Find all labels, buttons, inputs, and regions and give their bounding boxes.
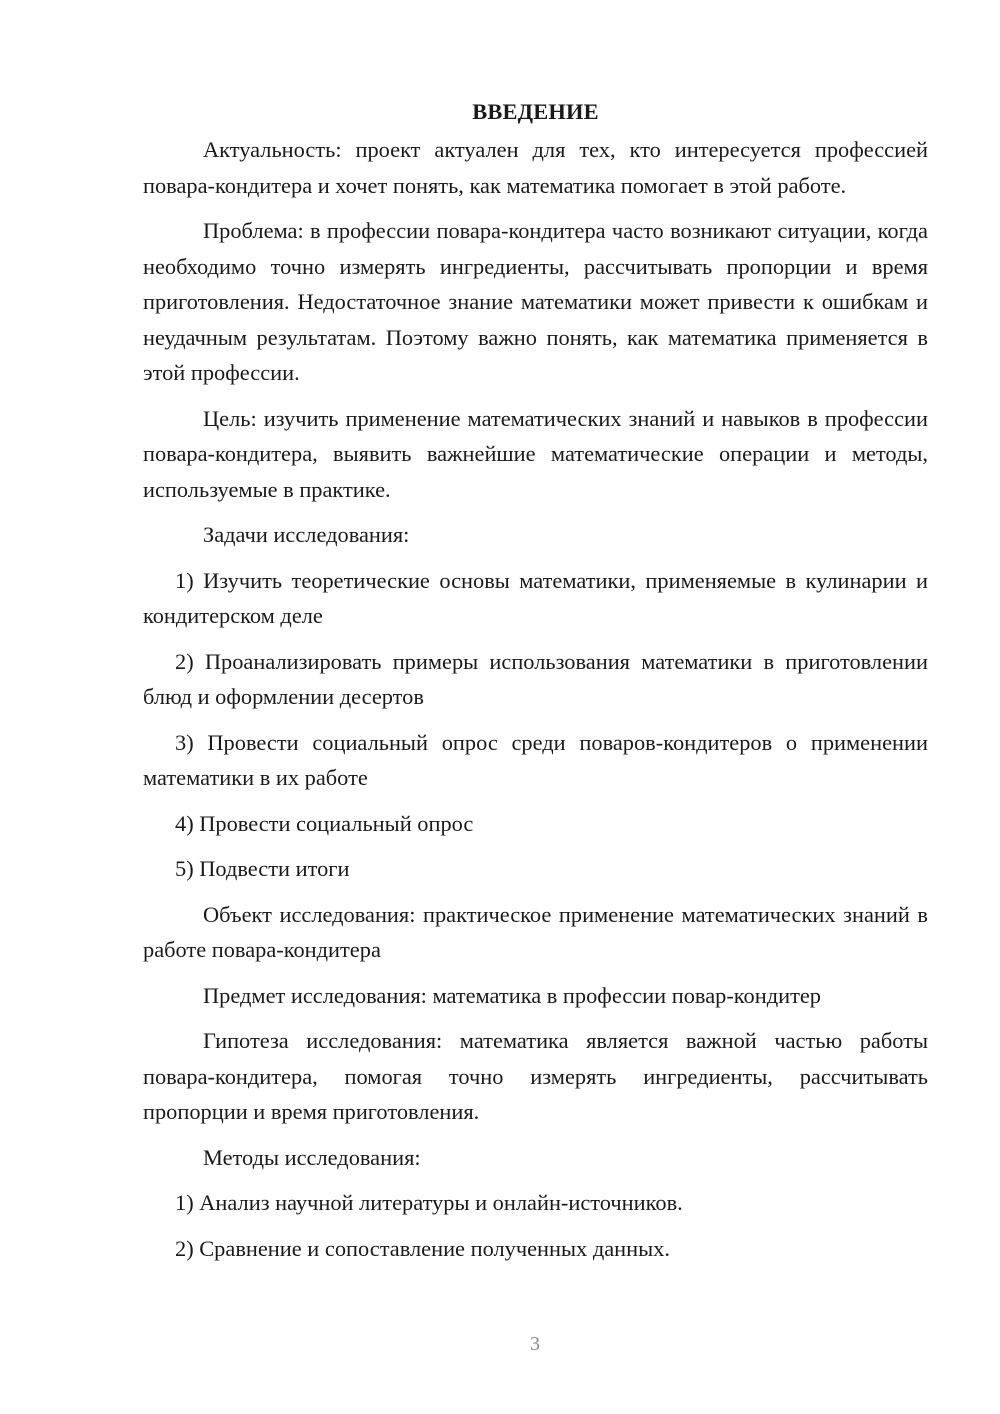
object-paragraph: Объект исследования: практическое применение математических знаний в работе повара-кондитера xyxy=(143,901,928,962)
goal-paragraph: Цель: изучить применение математических знаний и навыков в профессии повара-кондитера, выявить важнейшие математические операции и методы, используемые в практике. xyxy=(143,405,928,502)
section-heading: ВВЕДЕНИЕ xyxy=(472,99,599,124)
method-item: 2) Сравнение и сопоставление полученных данных. xyxy=(175,1235,670,1261)
page-number: 3 xyxy=(530,1333,540,1355)
tasks-title: Задачи исследования: xyxy=(203,522,410,547)
task-item: 5) Подвести итоги xyxy=(175,856,350,881)
hypothesis-paragraph: Гипотеза исследования: математика является важной частью работы повара-кондитера, помогая точно измерять ингредиенты, рассчитывать пропорции и время приготовления. xyxy=(143,1028,928,1124)
task-item: 3) Провести социальный опрос среди поваров-кондитеров о применении математики в их работе xyxy=(143,729,928,790)
subject-paragraph: Предмет исследования: математика в профессии повар-кондитер xyxy=(203,982,822,1008)
methods-title: Методы исследования: xyxy=(203,1144,421,1170)
page-content xyxy=(143,94,928,1276)
task-item: 4) Провести социальный опрос xyxy=(175,810,474,836)
task-item: 2) Проанализировать примеры использования математики в приготовлении блюд и оформлении десертов xyxy=(143,648,928,709)
task-item: 1) Изучить теоретические основы математики, применяемые в кулинарии и кондитерском деле xyxy=(143,567,928,628)
method-item: 1) Анализ научной литературы и онлайн-источников. xyxy=(175,1190,683,1215)
problem-paragraph: Проблема: в профессии повара-кондитера часто возникают ситуации, когда необходимо точно измерять ингредиенты, рассчитывать пропорции и время приготовления. Недостаточное знание математики может привести к ошибкам и неудачным результатам. Поэтому важно понять, как математика применяется в этой профессии. xyxy=(143,218,928,385)
relevance-paragraph: Актуальность: проект актуален для тех, кто интересуется профессией повара-кондитера и хочет понять, как математика помогает в этой работе. xyxy=(143,137,928,198)
